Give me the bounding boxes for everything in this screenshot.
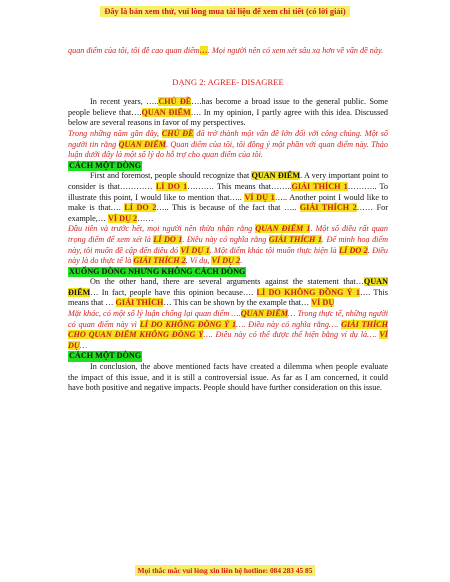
label-xuong-dong: XUỐNG DÒNG NHƯNG KHÔNG CÁCH DÒNG: [69, 266, 246, 276]
hotline-footer: [0, 560, 450, 578]
label-cach-mot-dong-1: CÁCH MỘT DÒNG: [69, 160, 142, 170]
document-page: [68, 46, 388, 394]
body-paragraph-2: On the other hand, there are several arguments against the statement that…QUAN ĐIỂM… In fact, people have this opinion because…. LÍ DO KHÔNG ĐỒNG Ý 1…. This means that … GIẢI THÍCH… This can be shown by the example that… VÍ DỤ: [68, 277, 388, 308]
intro-paragraph: In recent years, …..CHỦ ĐỀ….has become a broad issue to the general public. Some people believe that….QUAN ĐIỂM…. In my opinion, I partly agree with this idea. Discussed below are several reasons in favor of my perspectives.: [68, 97, 388, 128]
hotline-footer-text: Mọi thắc mắc vui lòng xin liên hệ hotline: 084 283 45 85: [135, 565, 316, 576]
preview-banner: [0, 0, 450, 22]
top-continuation: quan điểm của tôi, tôi đề cao quan điểm…. Mọi người nên có xem xét sâu xa hơn về vấn đề này.: [68, 46, 384, 55]
preview-banner-text: Đây là bản xem thử, vui lòng mua tài liệu để xem chi tiết (có lời giải): [100, 6, 349, 17]
body-paragraph-1: First and foremost, people should recognize that QUAN ĐIỂM. A very important point to consider is that………… LÍ DO 1………. This means that……..GIẢI THÍCH 1……….. To illustrate this point, I would like to mention that….. VÍ DỤ 1….. Another point I would like to make is that…. LÍ DO 2….. This is because of the fact that ….. GIẢI THÍCH 2…… For example,… VÍ DỤ 2……: [68, 171, 389, 223]
section-heading: DẠNG 2: AGREE- DISAGREE: [172, 76, 284, 87]
label-cach-mot-dong-2: CÁCH MỘT DÒNG: [69, 351, 142, 361]
body-translation-1: Đầu tiên và trước hết, mọi người nên thừa nhận rằng QUAN ĐIỂM 1. Một số điều rất quan trọng điểm để xem xét là LÍ DO 1. Điều này có nghĩa rằng GIẢI THÍCH 1. Để minh hoạ điểm này, tôi muốn đề cập đến điều đó VÍ DỤ 1. Một điểm khác tôi muốn thực hiện là LÍ DO 2. Điều này là do thực tế là GIẢI THÍCH 2. Ví dụ, VÍ DỤ 2.: [68, 224, 388, 266]
body-translation-2: Mặt khác, có một số lý luận chống lại quan điểm ….QUAN ĐIỂM… Trong thực tế, những người có quan điểm này vì LÍ DO KHÔNG ĐỒNG Ý 1…. Điều này có nghĩa rằng…. GIẢI THÍCH CHO QUAN ĐIỂM KHÔNG ĐỒNG Ý…. Điều này có thể được thể hiện bằng ví dụ là…. VÍ DỤ…: [68, 309, 389, 350]
conclusion-paragraph: In conclusion, the above mentioned facts have created a dilemma when people evaluate the impact of this issue, and it is still a controversial issue. As far as I am concerned, it could have both positive and negative impacts. People should have further consideration on this issue.: [68, 362, 388, 393]
intro-translation: Trong những năm gần đây, CHỦ ĐỀ đã trở thành một vấn đề lớn đối với công chúng. Một số người tin rằng QUAN ĐIỂM. Quan điểm của tôi, tôi đồng ý một phần với quan điểm này. Thảo luận dưới đây là một số lý do hỗ trợ cho quan điểm của tôi.: [68, 128, 388, 160]
